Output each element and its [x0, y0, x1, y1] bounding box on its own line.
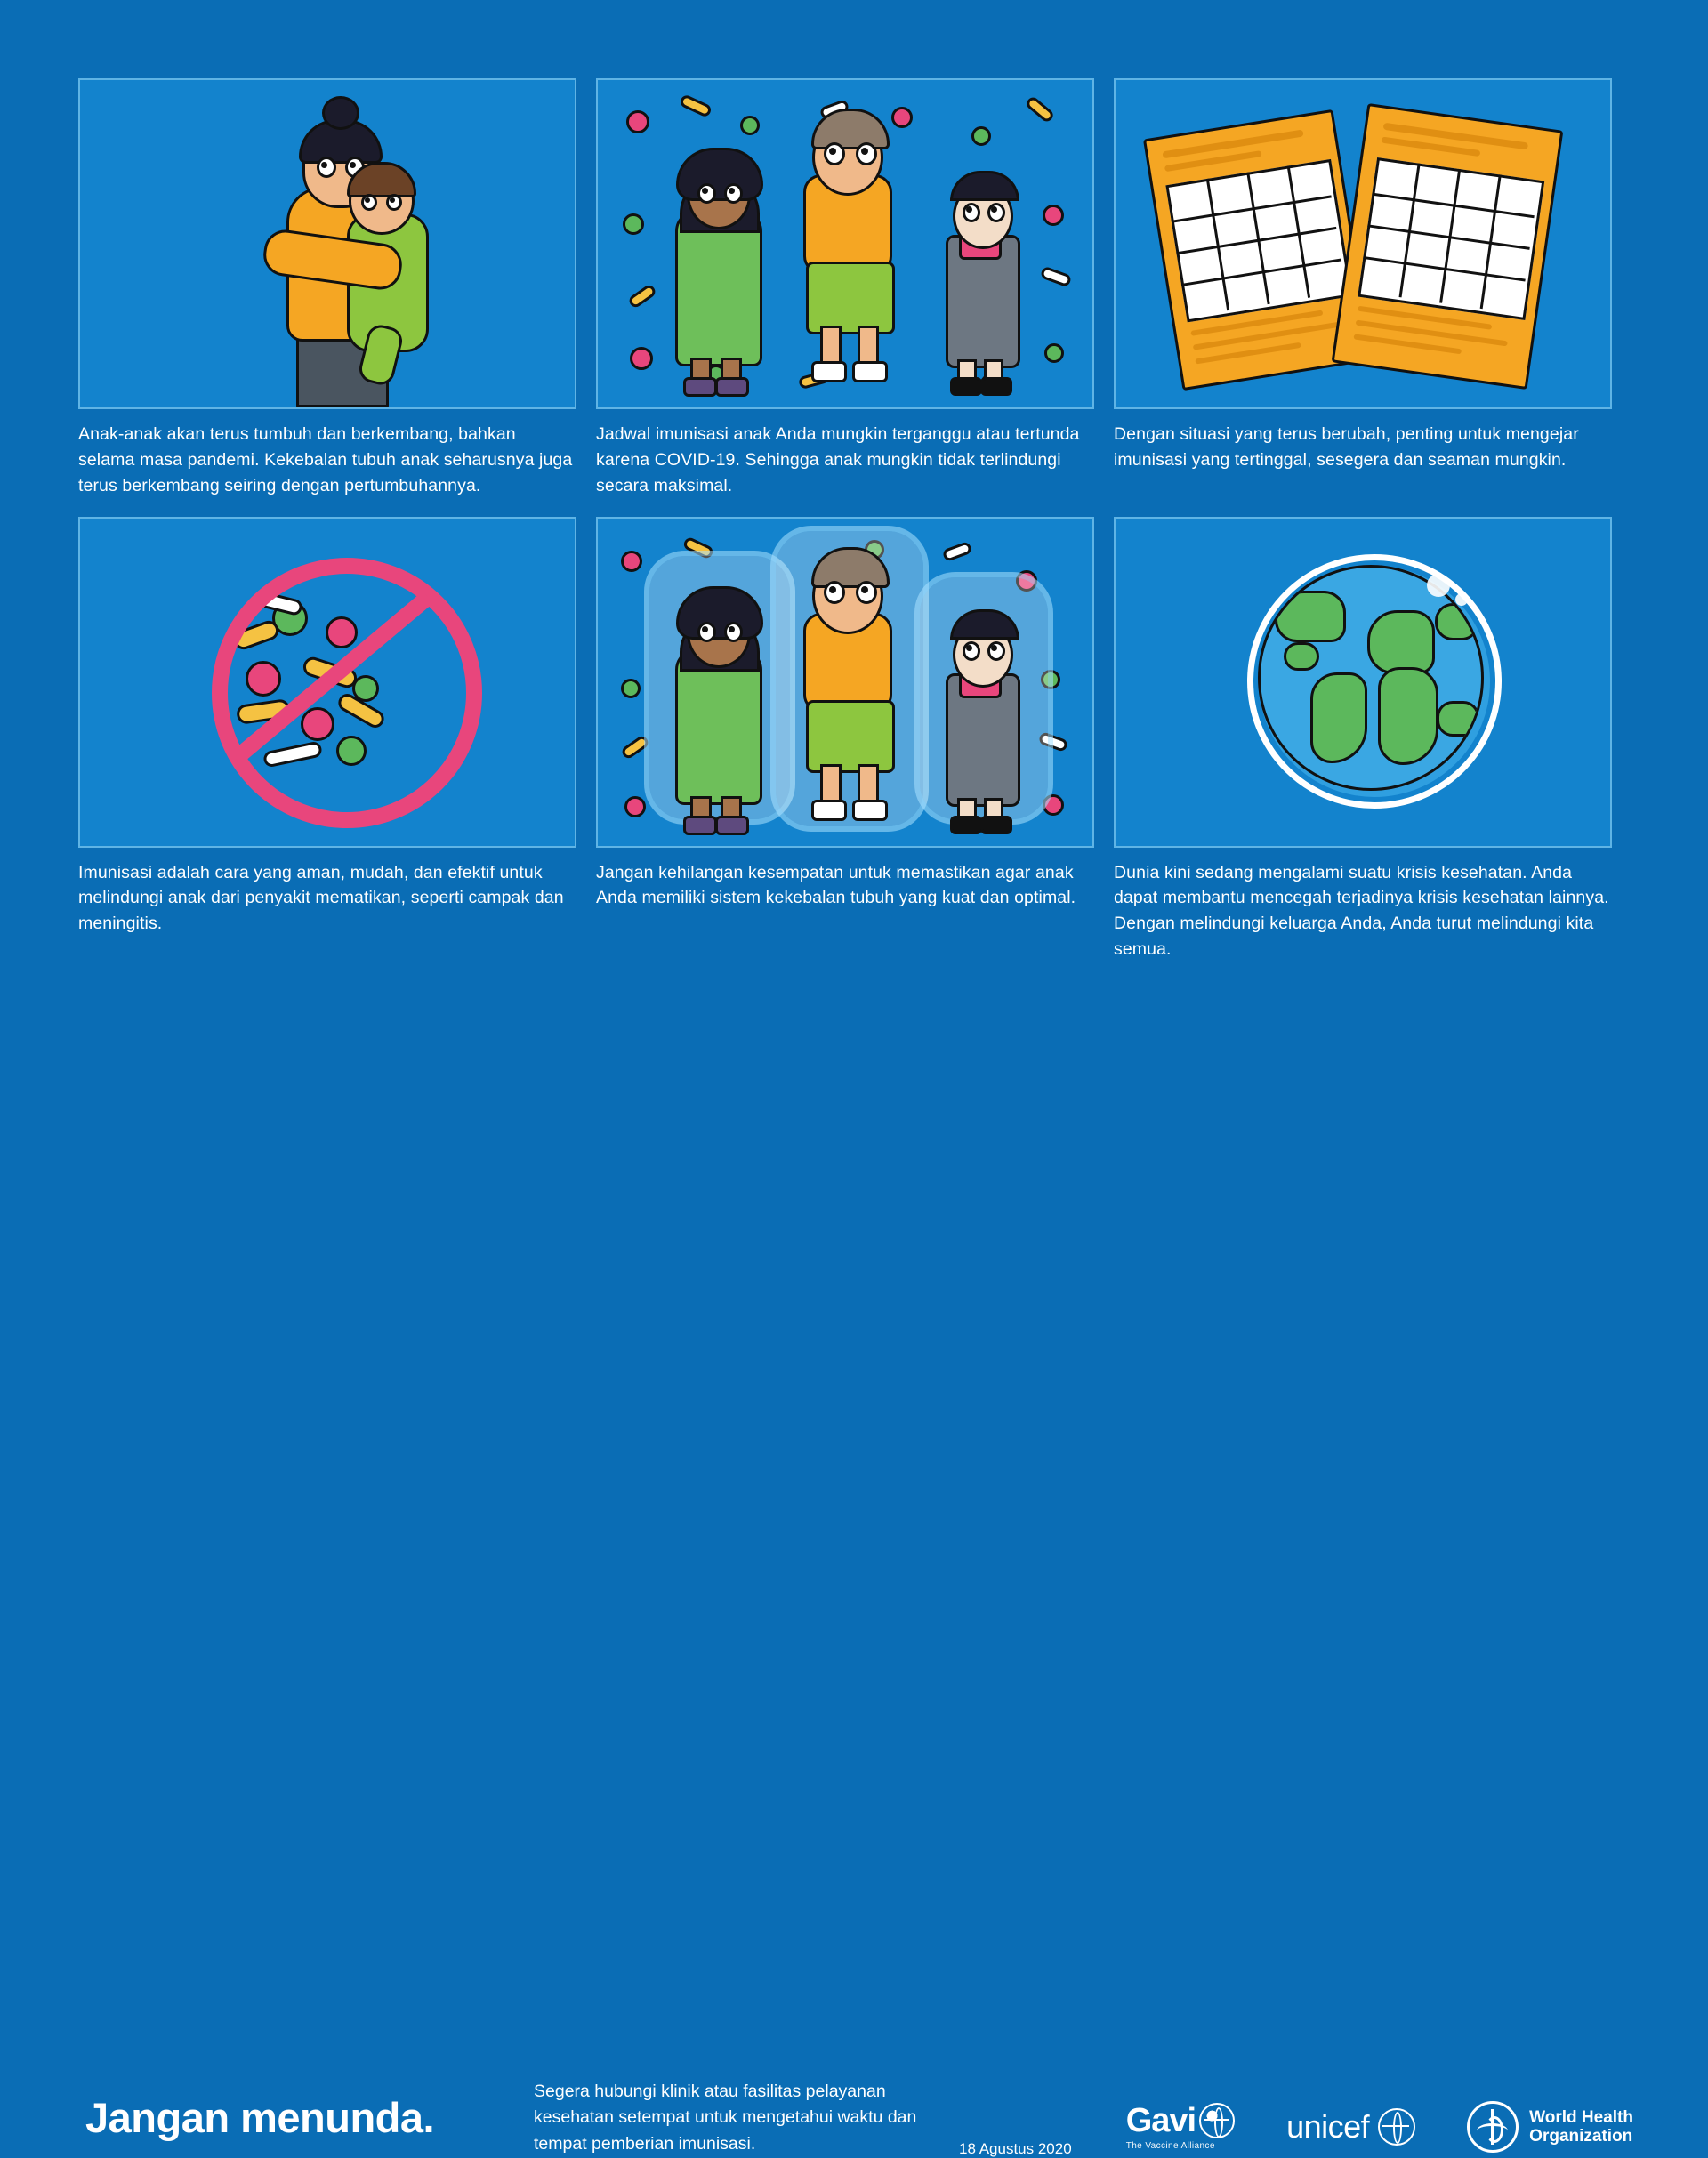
who-logo: [1467, 2101, 1633, 2153]
who-logo-line1: World Health: [1529, 2107, 1633, 2127]
panel-globe: [1114, 517, 1612, 962]
germs-crossed-out-prohibition-illustration: [78, 517, 576, 848]
logo-row: [1126, 2101, 1633, 2153]
footer-note: Segera hubungi klinik atau fasilitas pelayanan kesehatan setempat untuk mengetahui waktu dan tempat pemberian imunisasi.: [534, 2082, 917, 2154]
panel-caption: Jadwal imunisasi anak Anda mungkin terganggu atau tertunda karena COVID-19. Sehingga anak mungkin tidak terlindungi secara maksimal.: [596, 424, 1080, 495]
who-logo-text: [1529, 2108, 1633, 2146]
globe-icon: [1199, 2103, 1235, 2138]
panel-caption: Imunisasi adalah cara yang aman, mudah, dan efektif untuk melindungi anak dari penyakit mematikan, seperti campak dan meningitis.: [78, 862, 564, 934]
panel-grid: [78, 78, 1630, 980]
footer-date: 18 Agustus 2020: [959, 2140, 1072, 2157]
panel-caption: Dengan situasi yang terus berubah, penting untuk mengejar imunisasi yang tertinggal, sesegera dan seaman mungkin.: [1114, 424, 1579, 470]
panel-no-germs: [78, 517, 576, 962]
gavi-logo-name: Gavi: [1125, 2102, 1196, 2139]
gavi-logo-tagline: The Vaccine Alliance: [1125, 2141, 1215, 2151]
panel-caption: Anak-anak akan terus tumbuh dan berkembang, bahkan selama masa pandemi. Kekebalan tubuh anak seharusnya juga terus berkembang seiring dengan pertumbuhannya.: [78, 424, 573, 495]
gavi-logo: [1126, 2103, 1235, 2151]
poster-footer: [0, 1029, 1708, 2157]
panel-immunization-cards: [1114, 78, 1612, 499]
panel-protected-children: [596, 517, 1094, 962]
who-logo-line2: Organization: [1529, 2127, 1633, 2146]
earth-globe-illustration: [1114, 517, 1612, 848]
panel-mother-and-baby: [78, 78, 576, 499]
three-children-with-protective-shield-illustration: [596, 517, 1094, 848]
who-emblem-icon: [1467, 2101, 1519, 2153]
panel-caption: Jangan kehilangan kesempatan untuk memastikan agar anak Anda memiliki sistem kekebalan tubuh yang kuat dan optimal.: [596, 862, 1076, 908]
unicef-logo-name: unicef: [1286, 2108, 1370, 2145]
unicef-logo: [1286, 2108, 1415, 2146]
three-children-surrounded-by-germs-illustration: [596, 78, 1094, 409]
footer-headline: Jangan menunda.: [85, 2094, 435, 2141]
immunization-record-cards-illustration: [1114, 78, 1612, 409]
un-emblem-icon: [1378, 2108, 1415, 2146]
mother-holding-baby-illustration: [78, 78, 576, 409]
panel-unprotected-children: [596, 78, 1094, 499]
panel-caption: Dunia kini sedang mengalami suatu krisis kesehatan. Anda dapat membantu mencegah terjadinya krisis kesehatan lainnya. Dengan melindungi keluarga Anda, Anda turut melindungi kita semua.: [1114, 862, 1609, 960]
